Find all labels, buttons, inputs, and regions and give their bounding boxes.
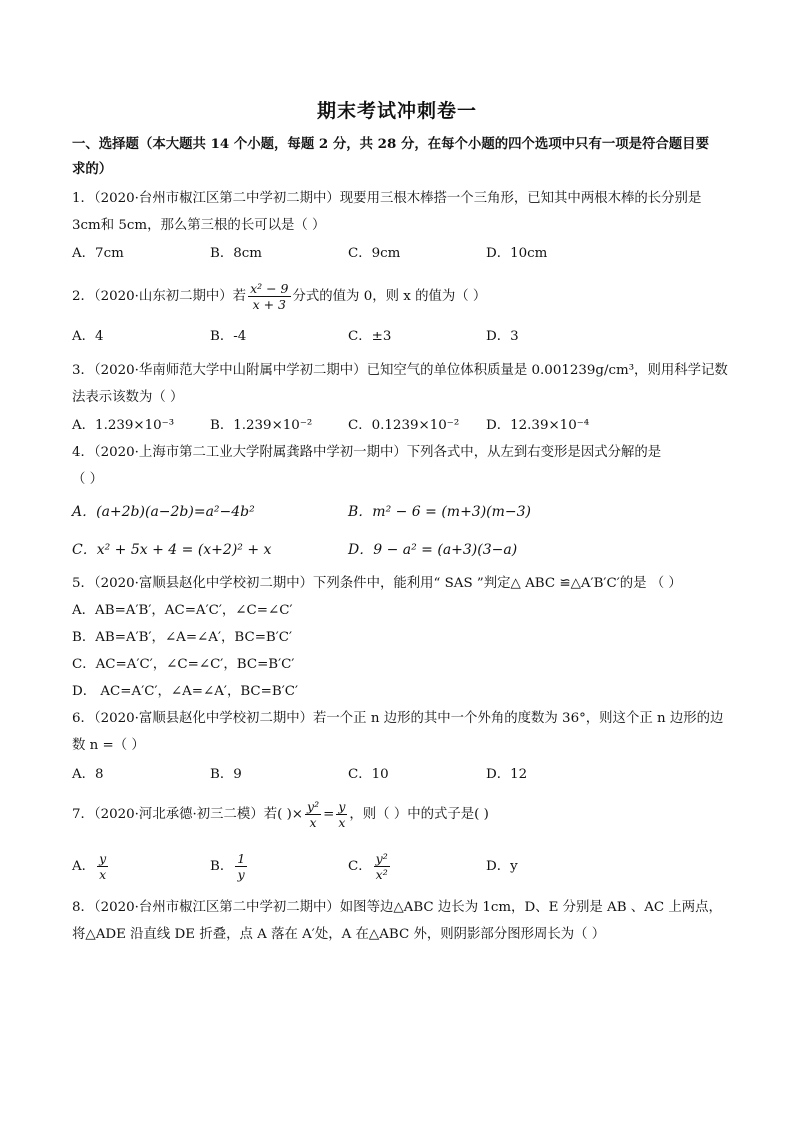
q7-option-b-fraction bbox=[235, 851, 247, 882]
q2-fraction-numerator: x² − 9 bbox=[250, 281, 289, 296]
q7-option-b-denominator: y bbox=[237, 867, 245, 882]
q7-fraction-2 bbox=[336, 799, 347, 830]
q2-option-b: B．-4 bbox=[210, 329, 247, 344]
q7-option-a-fraction bbox=[97, 851, 108, 882]
q7-option-c bbox=[348, 846, 392, 888]
q8-line1: 8．（2020·台州市椒江区第二中学初二期中）如图等边△ABC 边长为 1cm，D、E 分别是 AB 、AC 上两点， bbox=[72, 900, 722, 915]
q7-option-b-numerator: 1 bbox=[237, 851, 246, 866]
q6-line2: 数 n =（ ） bbox=[72, 738, 145, 753]
q5-option-b: B．AB=A′B′，∠A=∠A′，BC=B′C′ bbox=[72, 630, 293, 645]
q2-fraction bbox=[248, 281, 290, 312]
q4-option-b: B．m² − 6 = (m+3)(m−3) bbox=[348, 504, 532, 520]
q3-option-c: C．0.1239×10⁻² bbox=[348, 418, 460, 433]
q8-line2: 将△ADE 沿直线 DE 折叠，点 A 落在 A′处，A 在△ABC 外，则阴影部分图形周长为（ ） bbox=[72, 927, 606, 942]
q7-option-c-label: C． bbox=[348, 859, 372, 874]
q4-option-c: C．x² + 5x + 4 = (x+2)² + x bbox=[72, 542, 272, 558]
q7-suffix: ，则（ ）中的式子是( ) bbox=[349, 807, 489, 822]
q1-option-b: B．8cm bbox=[210, 246, 262, 261]
q1-line1: 1．（2020·台州市椒江区第二中学初二期中）现要用三根木棒搭一个三角形，已知其中两根木棒的长分别是 bbox=[72, 191, 702, 206]
q4-line1: 4．（2020·上海市第二工业大学附属龚路中学初一期中）下列各式中，从左到右变形是因式分解的是 bbox=[72, 445, 662, 460]
q2-fraction-denominator: x + 3 bbox=[252, 297, 286, 312]
q7-fraction-2-denominator: x bbox=[338, 815, 346, 830]
q7-equals: = bbox=[323, 807, 335, 822]
q4-line2: （ ） bbox=[72, 472, 104, 487]
q1-option-a: A．7cm bbox=[72, 246, 124, 261]
page-title: 期末考试冲刺卷一 bbox=[316, 100, 477, 122]
q7-option-d: D．y bbox=[486, 859, 518, 874]
q7-fraction-2-numerator: y bbox=[338, 799, 346, 814]
q5-option-d: D． AC=A′C′，∠A=∠A′，BC=B′C′ bbox=[72, 684, 299, 699]
q3-option-d: D．12.39×10⁻⁴ bbox=[486, 418, 590, 433]
q7-option-c-fraction bbox=[374, 851, 390, 882]
q5-option-c: C．AC=A′C′，∠C=∠C′，BC=B′C′ bbox=[72, 657, 295, 672]
q7-option-c-numerator: y² bbox=[375, 851, 388, 866]
q7-fraction-1-numerator: y² bbox=[307, 799, 320, 814]
q1-line2: 3cm和 5cm，那么第三根的长可以是（ ） bbox=[72, 218, 326, 233]
q3-option-a: A．1.239×10⁻³ bbox=[72, 418, 175, 433]
q1-option-c: C．9cm bbox=[348, 246, 401, 261]
q7-option-a-denominator: x bbox=[99, 867, 107, 882]
q2-option-c: C．±3 bbox=[348, 329, 392, 344]
q7-prefix: 7．（2020·河北承德·初三二模）若( )× bbox=[72, 807, 304, 822]
q3-line2: 法表示该数为（ ） bbox=[72, 390, 184, 405]
q5-option-a: A．AB=A′B′，AC=A′C′，∠C=∠C′ bbox=[72, 603, 293, 618]
q2-option-a: A．4 bbox=[72, 329, 104, 344]
section-heading-line2: 求的） bbox=[72, 161, 113, 177]
q2-suffix: 分式的值为 0，则 x 的值为（ ） bbox=[292, 289, 487, 304]
q6-line1: 6．（2020·富顺县赵化中学校初二期中）若一个正 n 边形的其中一个外角的度数为 36°，则这个正 n 边形的边 bbox=[72, 711, 724, 726]
q7-option-b-label: B． bbox=[210, 859, 234, 874]
q3-option-b: B．1.239×10⁻² bbox=[210, 418, 313, 433]
q7-fraction-1-denominator: x bbox=[309, 815, 317, 830]
q7-option-c-denominator: x² bbox=[375, 867, 388, 882]
q6-option-c: C．10 bbox=[348, 767, 389, 782]
q6-option-b: B．9 bbox=[210, 767, 242, 782]
q7-line bbox=[72, 794, 732, 836]
q6-option-a: A．8 bbox=[72, 767, 104, 782]
q7-option-b bbox=[210, 846, 249, 888]
q2-line bbox=[72, 276, 732, 318]
q4-option-d: D．9 − a² = (a+3)(3−a) bbox=[348, 542, 518, 558]
q7-fraction-1 bbox=[305, 799, 321, 830]
q4-option-a: A．(a+2b)(a−2b)=a²−4b² bbox=[72, 504, 255, 520]
q2-option-d: D．3 bbox=[486, 329, 519, 344]
q2-prefix: 2．（2020·山东初二期中）若 bbox=[72, 289, 247, 304]
q7-option-a-label: A． bbox=[72, 859, 96, 874]
section-heading-line1: 一、选择题（本大题共 14 个小题，每题 2 分，共 28 分，在每个小题的四个选项中只有一项是符合题目要 bbox=[72, 136, 709, 152]
q3-line1: 3．（2020·华南师范大学中山附属中学初二期中）已知空气的单位体积质量是 0.001239g/cm³，则用科学记数 bbox=[72, 363, 728, 378]
q7-option-a bbox=[72, 846, 110, 888]
q5-line1: 5．（2020·富顺县赵化中学校初二期中）下列条件中，能利用“ SAS ”判定△ ABC ≌△A′B′C′的是 （ ） bbox=[72, 576, 682, 591]
q1-option-d: D．10cm bbox=[486, 246, 548, 261]
q7-option-a-numerator: y bbox=[99, 851, 107, 866]
q6-option-d: D．12 bbox=[486, 767, 528, 782]
